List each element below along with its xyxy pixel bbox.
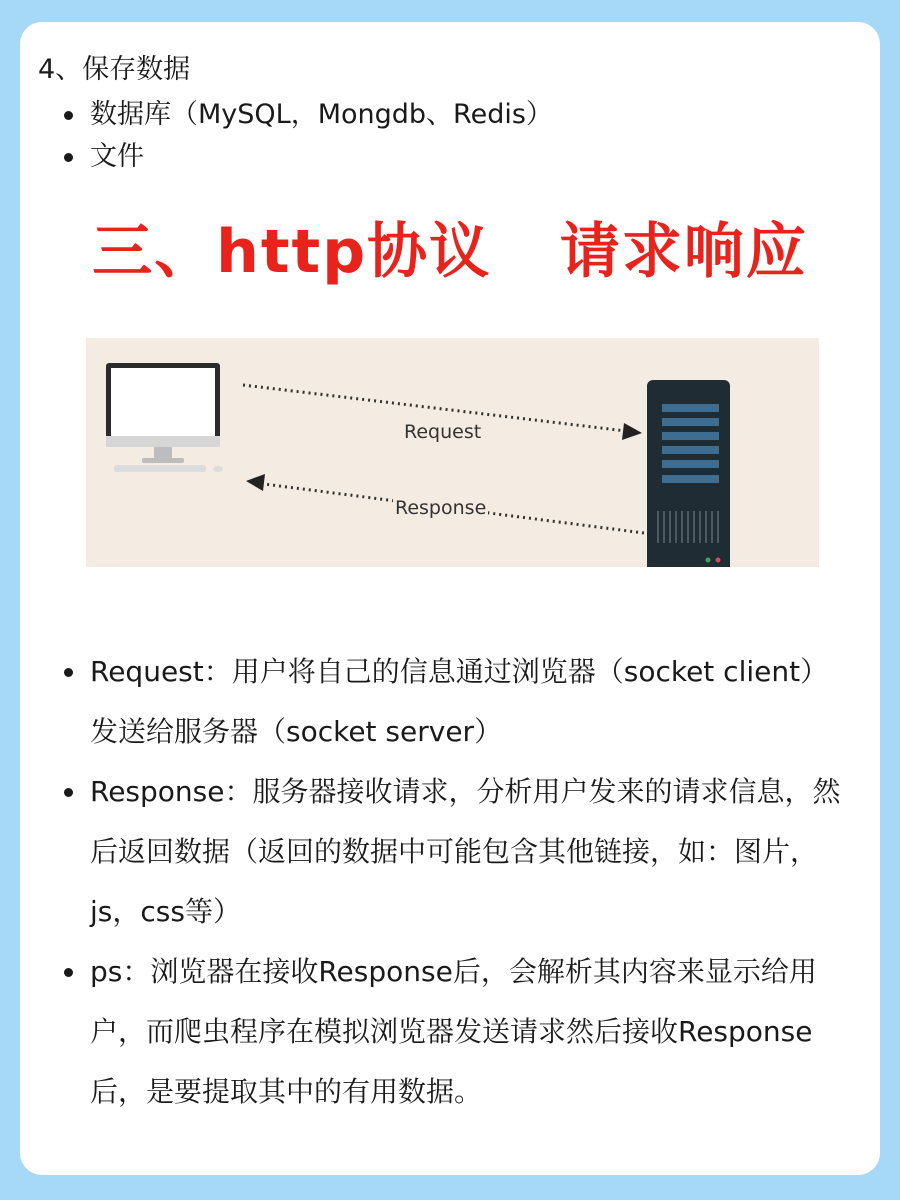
storage-list [64,94,553,178]
list-item: ps：浏览器在接收Response后，会解析其内容来显示给用户，而爬虫程序在模拟浏览器发送请求然后接收Response后，是要提取其中的有用数据。 [64,942,844,1122]
content-card [20,22,880,1175]
list-item: 文件 [64,136,553,178]
response-label: Response [395,497,487,519]
section-title: 4、保存数据 [38,54,191,85]
list-item: Request：用户将自己的信息通过浏览器（socket client）发送给服务器（socket server） [64,642,844,762]
computer-icon [106,363,223,472]
section-heading: 三、http协议 请求响应 [92,217,808,287]
diagram-art [86,338,819,567]
http-description-list [64,642,844,1122]
list-item: 数据库（MySQL，Mongdb、Redis） [64,94,553,136]
request-label: Request [404,421,482,443]
http-diagram [86,338,819,567]
list-item: Response：服务器接收请求，分析用户发来的请求信息，然后返回数据（返回的数据中可能包含其他链接，如：图片，js，css等） [64,762,844,942]
server-icon [647,380,730,567]
